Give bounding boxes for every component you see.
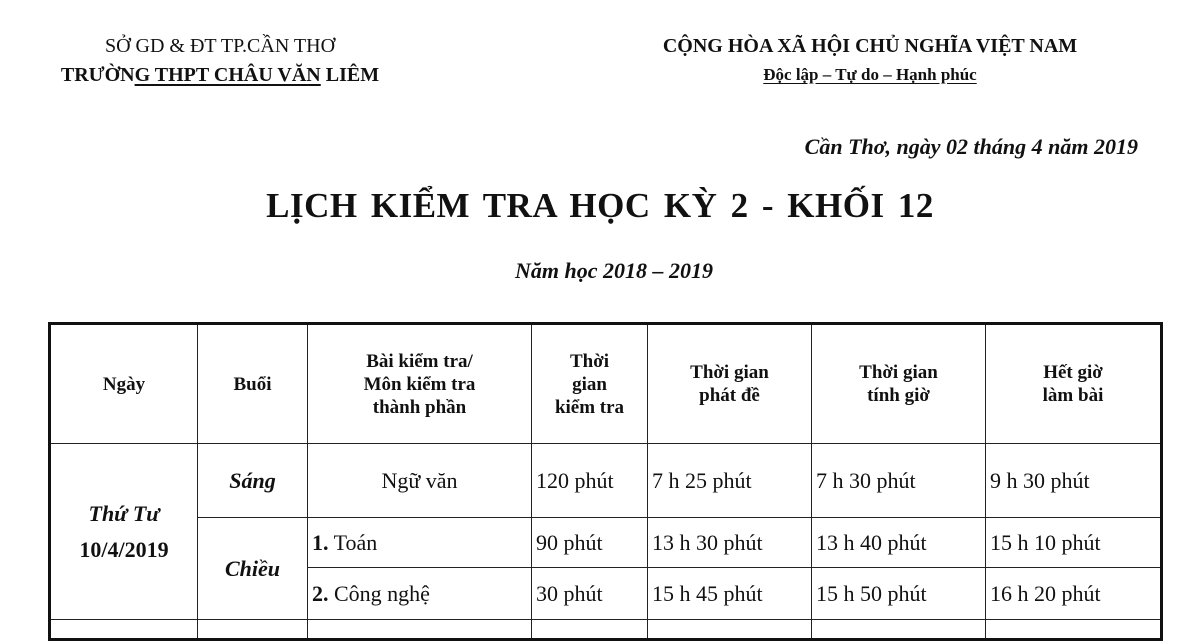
handout-cell: 15 h 45 phút [648,568,812,620]
department-name: SỞ GD & ĐT TP.CẦN THƠ [104,35,336,57]
table-row [50,444,1162,518]
handout-cell: 7 h 25 phút [648,444,812,518]
header-start-time: Thời gian tính giờ [812,324,986,444]
handout-cell: 13 h 30 phút [648,518,812,568]
header-end-time: Hết giờ làm bài [986,324,1162,444]
document-title: LỊCH KIỂM TRA HỌC KỲ 2 - KHỐI 12 [266,186,934,225]
header-session: Buổi [198,324,308,444]
header-day: Ngày [50,324,198,444]
session-cell: Sáng [198,444,308,518]
day-cell: Thứ Tư 10/4/2019 [50,444,198,620]
duration-cell: 90 phút [532,518,648,568]
session-cell: Chiều [198,518,308,620]
subject-cell: 2. Công nghệ [308,568,532,620]
table-header-row [50,324,1162,444]
table-row [50,518,1162,568]
nation-header [570,32,1170,90]
header-duration: Thời gian kiểm tra [532,324,648,444]
end-cell: 9 h 30 phút [986,444,1162,518]
exam-schedule-table [48,322,1163,641]
end-cell: 16 h 20 phút [986,568,1162,620]
school-name: TRƯỜNG THPT CHÂU VĂN LIÊM [60,64,380,86]
duration-cell: 30 phút [532,568,648,620]
start-cell: 13 h 40 phút [812,518,986,568]
end-cell: 15 h 10 phút [986,518,1162,568]
national-motto: Độc lập – Tự do – Hạnh phúc [763,65,977,84]
nation-name: CỘNG HÒA XÃ HỘI CHỦ NGHĨA VIỆT NAM [662,35,1078,57]
issue-date: Cần Thơ, ngày 02 tháng 4 năm 2019 [804,134,1138,159]
subject-cell: Ngữ văn [308,444,532,518]
start-cell: 7 h 30 phút [812,444,986,518]
school-header [20,32,420,90]
header-test: Bài kiểm tra/ Môn kiểm tra thành phần [308,324,532,444]
duration-cell: 120 phút [532,444,648,518]
start-cell: 15 h 50 phút [812,568,986,620]
header-handout-time: Thời gian phát đề [648,324,812,444]
school-year: Năm học 2018 – 2019 [515,258,713,283]
subject-cell: 1. Toán [308,518,532,568]
